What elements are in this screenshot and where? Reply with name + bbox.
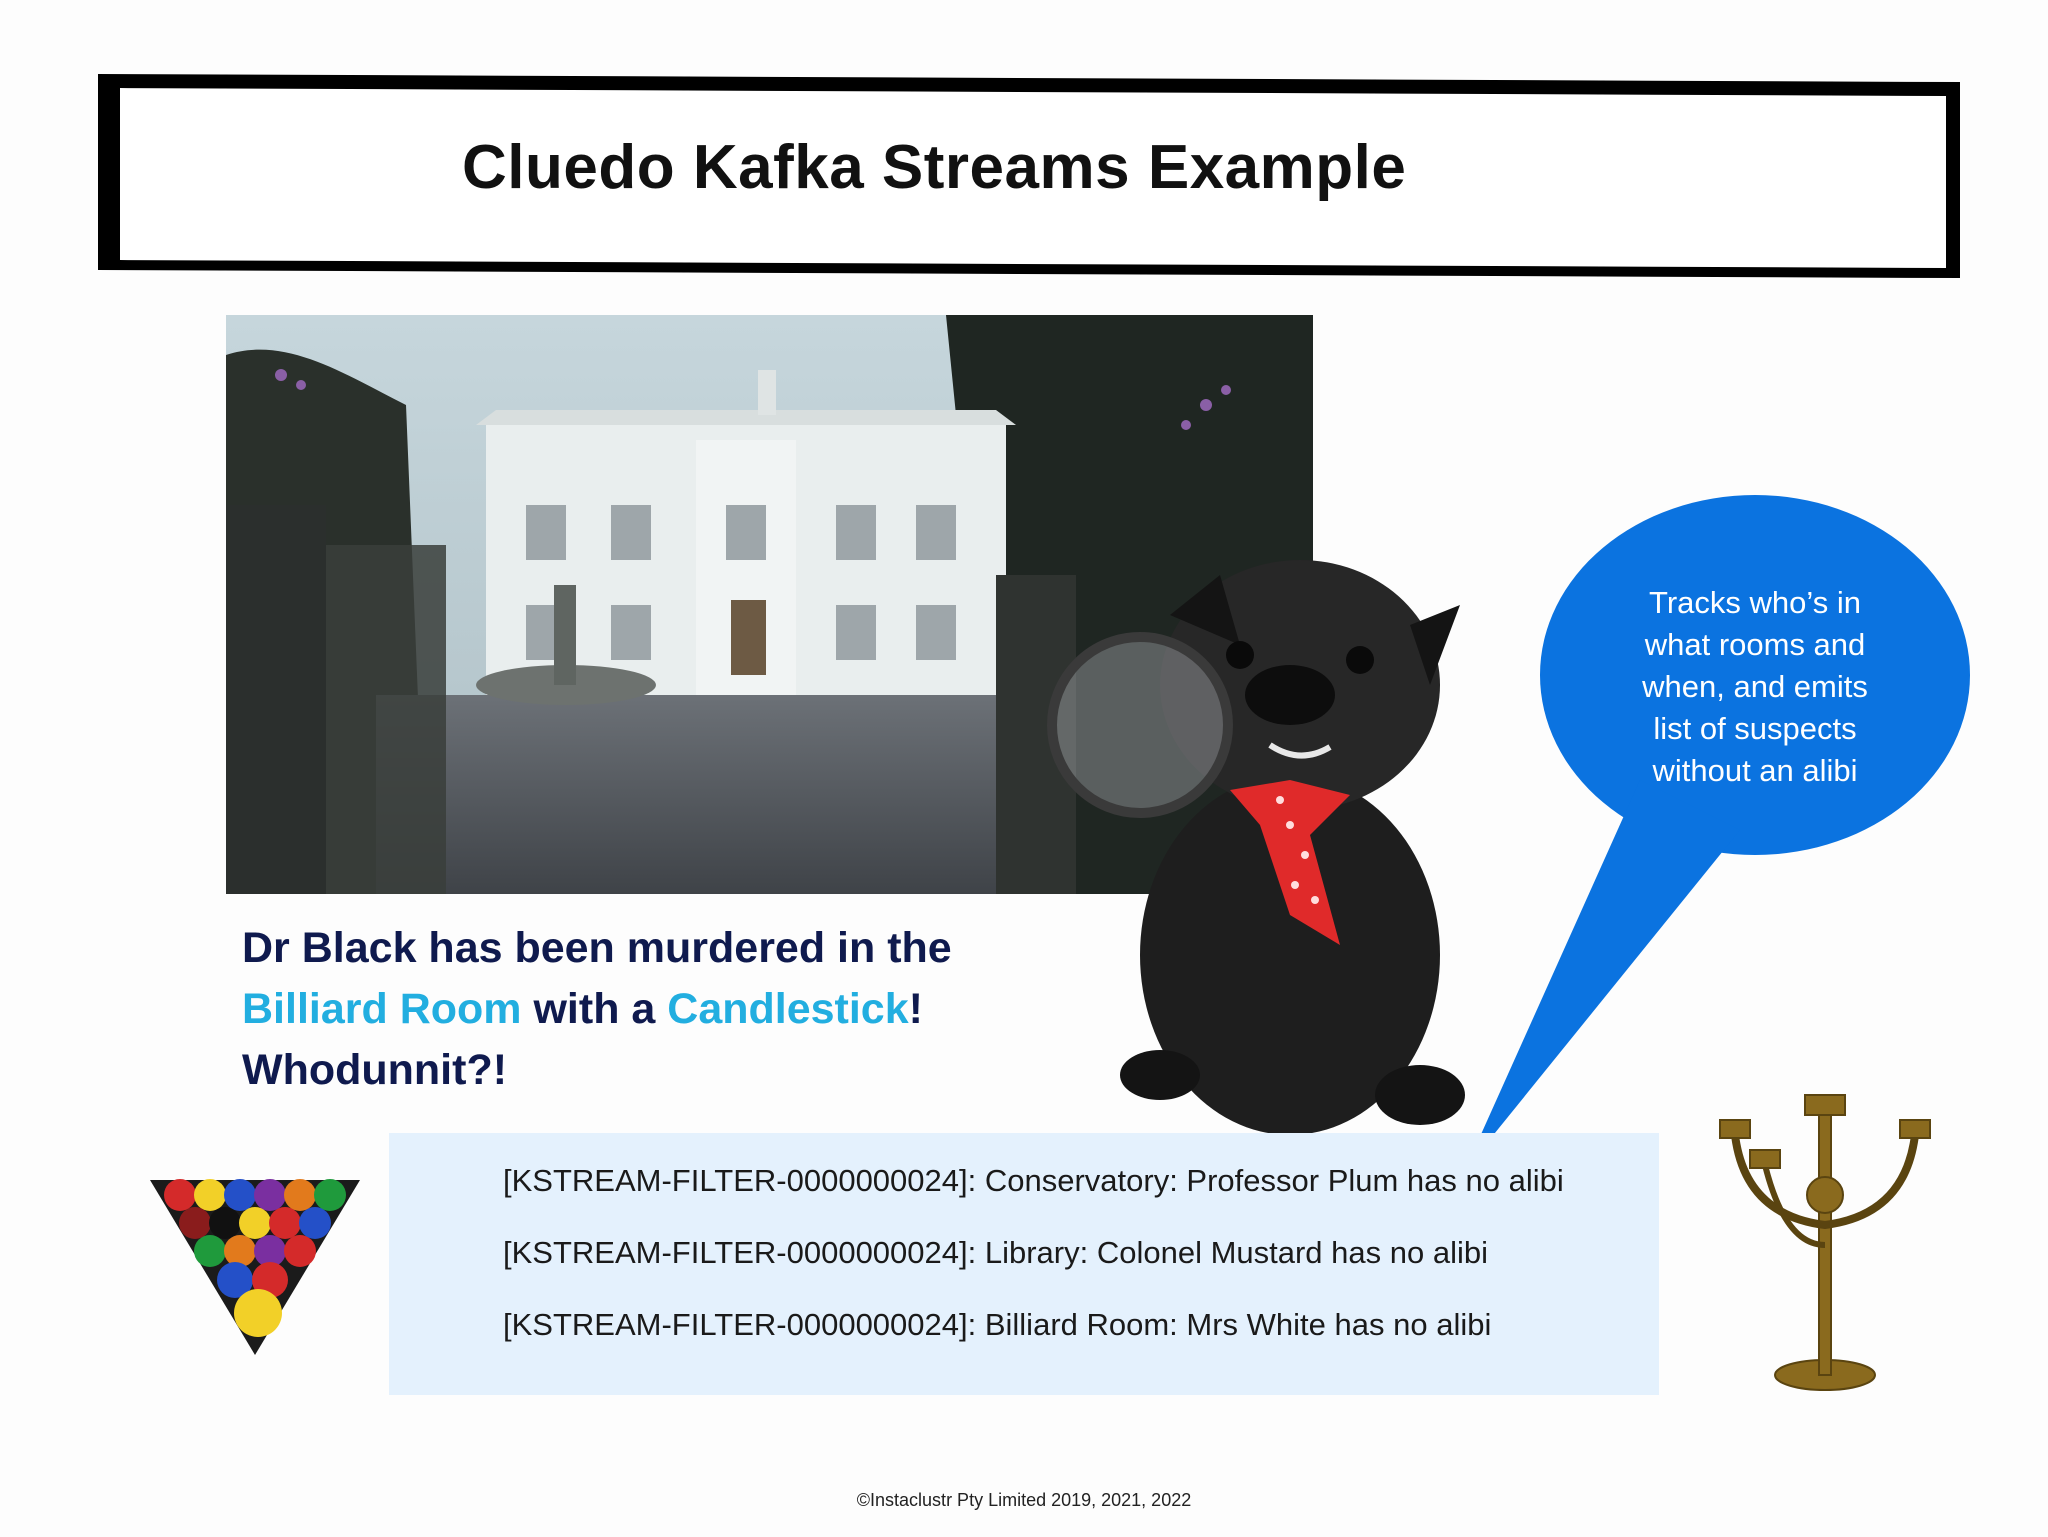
weapon-highlight: Candlestick [667, 985, 909, 1033]
billiard-balls-image [140, 1160, 370, 1360]
room-highlight: Billiard Room [242, 985, 522, 1033]
log-line: [KSTREAM-FILTER-0000000024]: Library: Colonel Mustard has no alibi [503, 1235, 1488, 1270]
log-line: [KSTREAM-FILTER-0000000024]: Billiard Room: Mrs White has no alibi [503, 1307, 1492, 1342]
speech-bubble-text: Tracks who’s in what rooms and when, and emits list of suspects without an alibi [1642, 585, 1868, 788]
candelabra-image [1715, 1075, 1935, 1395]
copyright-footer: ©Instaclustr Pty Limited 2019, 2021, 2022 [856, 1490, 1192, 1510]
log-line: [KSTREAM-FILTER-0000000024]: Conservatory: Professor Plum has no alibi [503, 1163, 1564, 1198]
page-title: Cluedo Kafka Streams Example [462, 133, 1407, 202]
murder-announcement: Dr Black has been murdered in the Billiard Room with a Candlestick! Whodunnit?! [242, 924, 952, 1094]
